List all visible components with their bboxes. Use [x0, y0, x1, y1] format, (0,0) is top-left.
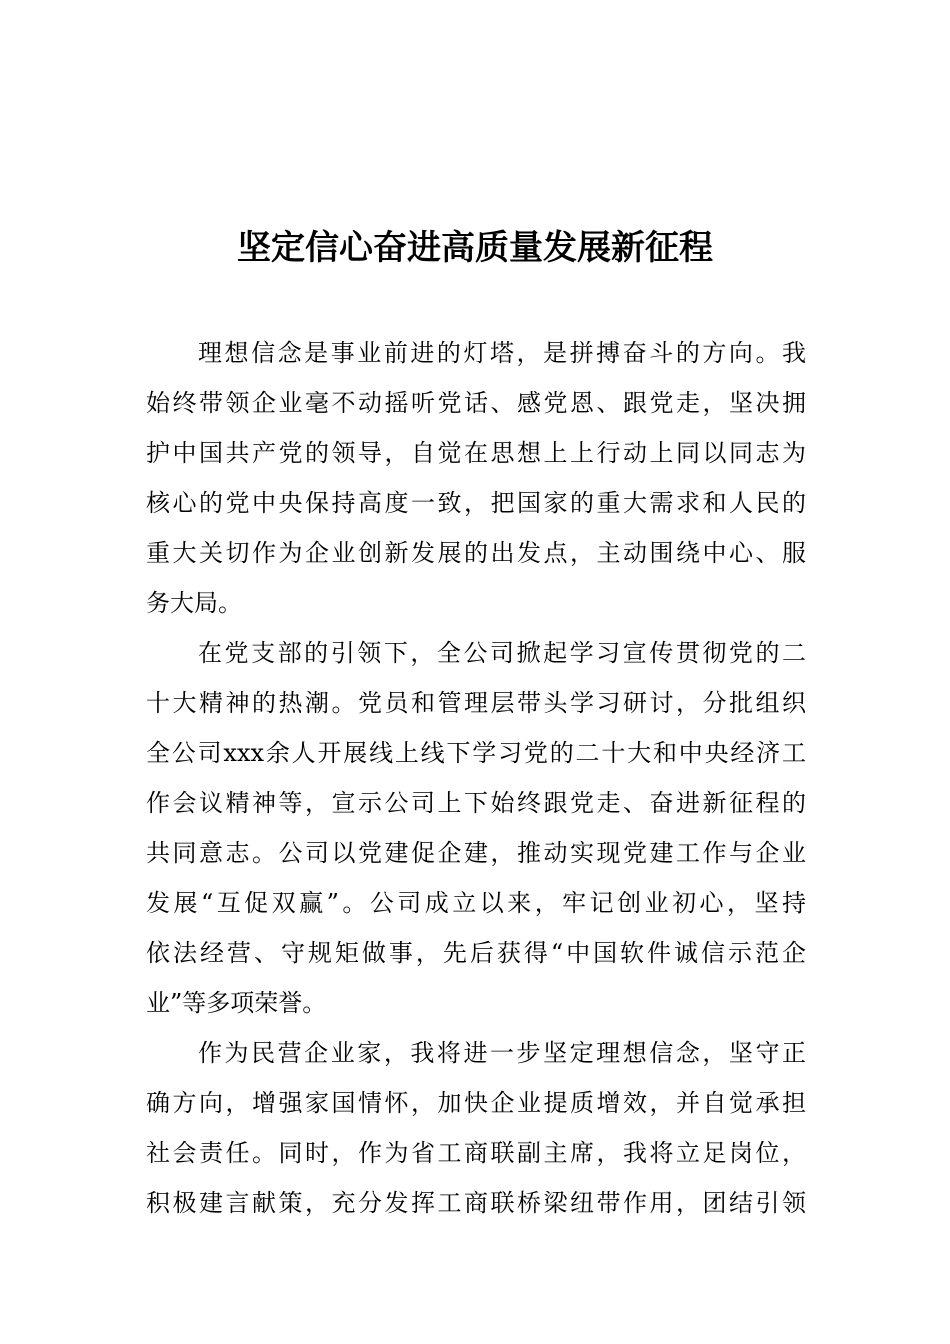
text-line: 始终带领企业毫不动摇听党话、感党恩、跟党走，坚决拥 — [146, 389, 806, 417]
text-line: 积极建言献策，充分发挥工商联桥梁纽带作用，团结引领 — [146, 1189, 806, 1217]
document-body — [146, 328, 806, 1228]
text-line: 社会责任。同时，作为省工商联副主席，我将立足岗位， — [146, 1139, 806, 1167]
text-line: 依法经营、守规矩做事，先后获得“中国软件诚信示范企 — [146, 939, 806, 967]
paragraph-1 — [146, 328, 806, 628]
text-line: 务大局。 — [146, 589, 242, 617]
text-line: 全公司xxx余人开展线上线下学习党的二十大和中央经济工 — [146, 739, 806, 767]
text-line: 十大精神的热潮。党员和管理层带头学习研讨，分批组织 — [146, 689, 806, 717]
text-line: 核心的党中央保持高度一致，把国家的重大需求和人民的 — [146, 489, 806, 517]
paragraph-3 — [146, 1028, 806, 1228]
text-line: 在党支部的引领下，全公司掀起学习宣传贯彻党的二 — [198, 639, 806, 667]
paragraph-2 — [146, 628, 806, 1028]
text-line: 重大关切作为企业创新发展的出发点，主动围绕中心、服 — [146, 539, 806, 567]
document-title: 坚定信心奋进高质量发展新征程 — [237, 228, 713, 268]
text-line: 发展“互促双赢”。公司成立以来，牢记创业初心，坚持 — [146, 889, 806, 917]
text-line: 确方向，增强家国情怀，加快企业提质增效，并自觉承担 — [146, 1089, 806, 1117]
text-line: 共同意志。公司以党建促企建，推动实现党建工作与企业 — [146, 839, 806, 867]
text-line: 业”等多项荣誉。 — [146, 989, 327, 1017]
text-line: 作会议精神等，宣示公司上下始终跟党走、奋进新征程的 — [146, 789, 806, 817]
text-line: 护中国共产党的领导，自觉在思想上上行动上同以同志为 — [146, 439, 806, 467]
text-line: 作为民营企业家，我将进一步坚定理想信念，坚守正 — [198, 1039, 806, 1067]
text-line: 理想信念是事业前进的灯塔，是拼搏奋斗的方向。我 — [198, 339, 806, 367]
